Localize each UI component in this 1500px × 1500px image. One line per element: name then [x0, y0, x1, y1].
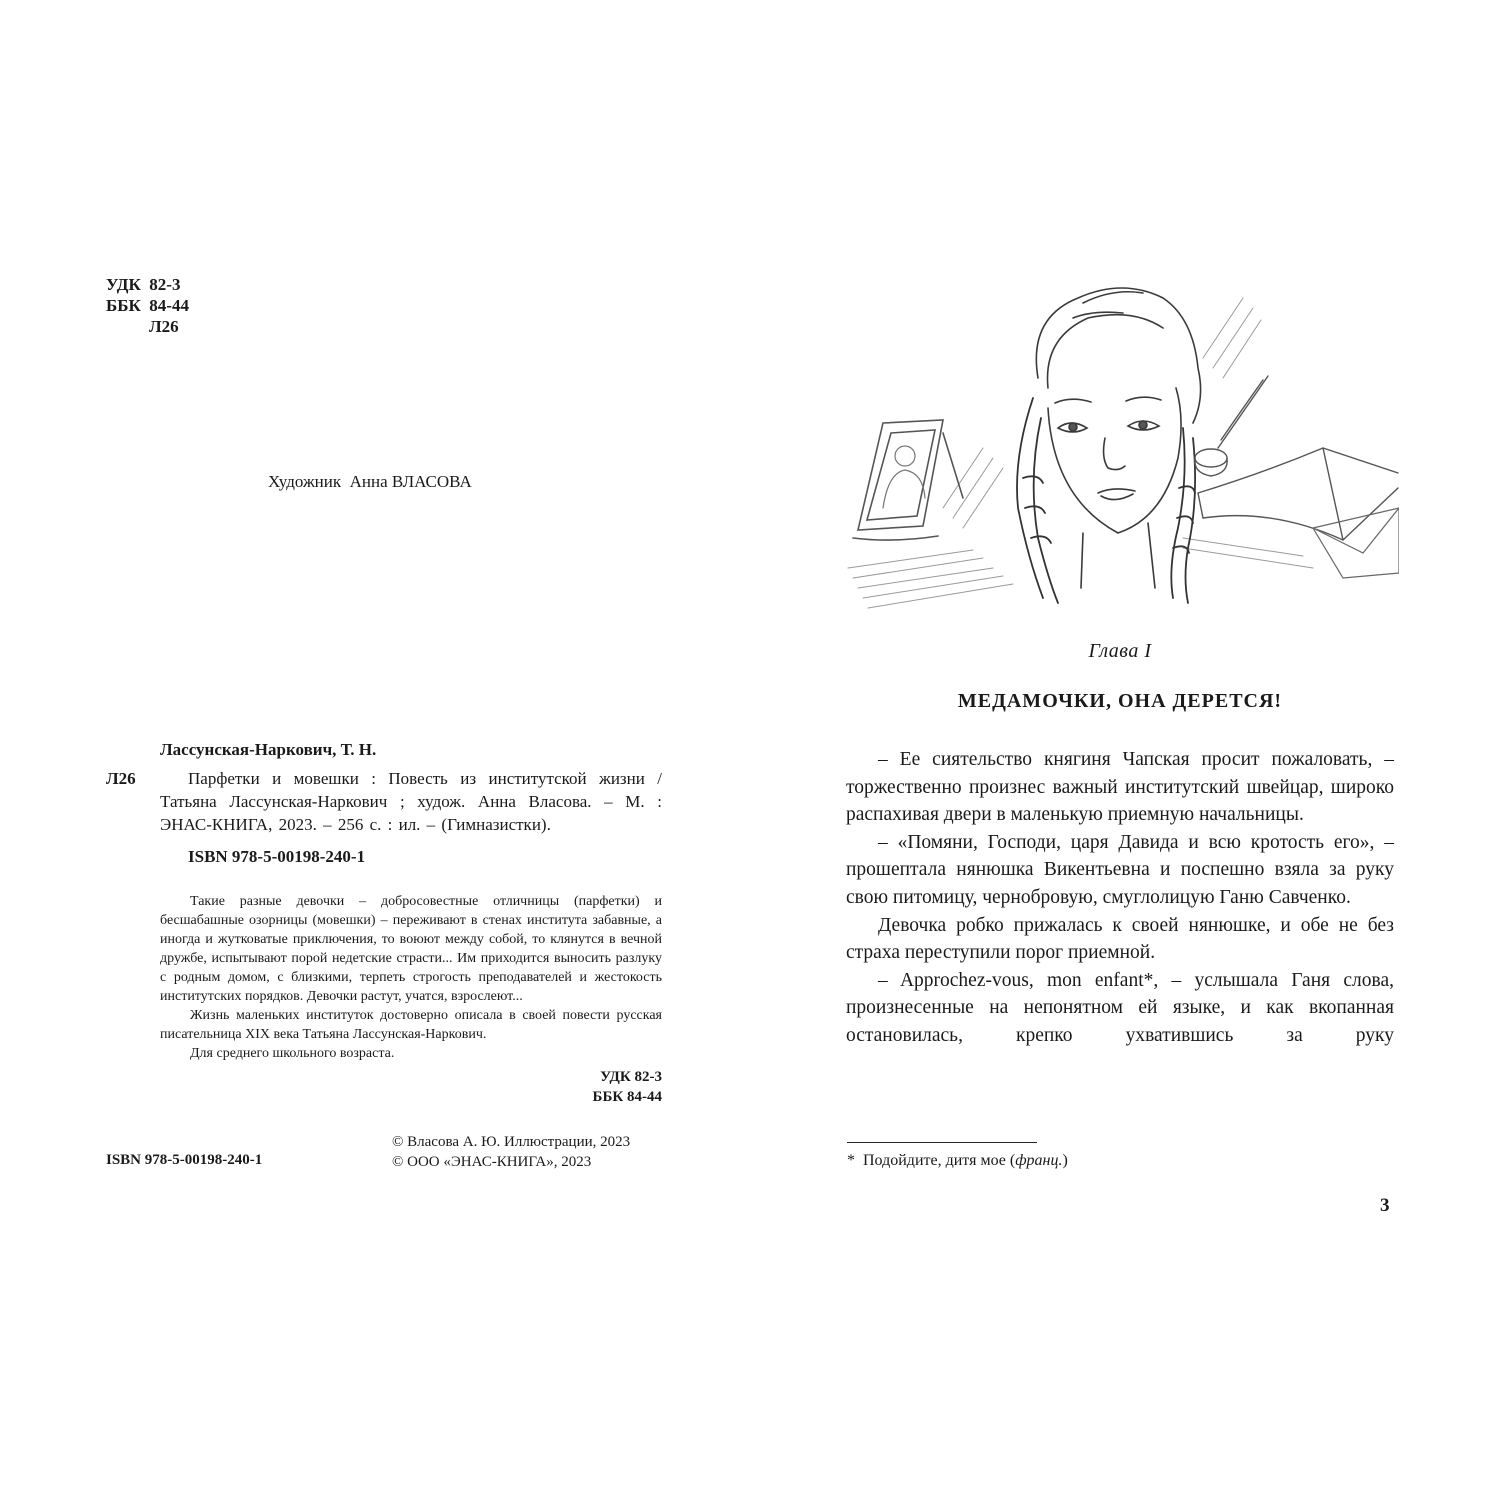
footnote-marker: *: [847, 1152, 855, 1169]
classification-codes: [106, 274, 189, 337]
copyright-illustrations: © Власова А. Ю. Иллюстрации, 2023: [392, 1134, 631, 1150]
catalog-description: Парфетки и мовешки : Повесть из институтской жизни / Татьяна Лассунская-Наркович ; худож. Анна Власова. – М. : ЭНАС-КНИГА, 2023. – 256 с. : ил. – (Гимназистки).: [160, 769, 662, 834]
annotation-paragraph: Жизнь маленьких институток достоверно описала в своей повести русская писательница XIX века Татьяна Лассунская-Наркович.: [160, 1008, 662, 1042]
chapter-label: Глава I: [1088, 640, 1152, 662]
bbk-code: ББК 84-44: [106, 296, 189, 315]
text-paragraph: – «Помяни, Господи, царя Давида и всю кротость его», – прошептала нянюшка Викентьевна и поспешно взяла за руку свою питомицу, чернобровую, смуглолицую Ганю Савченко.: [846, 831, 1394, 908]
annotation-bbk: ББК 84-44: [592, 1089, 662, 1105]
catalog-card: [106, 738, 662, 868]
udk-code: УДК 82-3: [106, 275, 181, 294]
catalog-code: Л26: [106, 769, 136, 788]
copyright-block: [392, 1132, 630, 1172]
footnote-text: Подойдите, дитя мое (: [863, 1152, 1016, 1169]
text-paragraph: – Approchez-vous, mon enfant*, – услышала Ганя слова, произнесенные на непонятном ей языке, и как вкопанная остановилась, крепко ухватившись за руку: [846, 969, 1394, 1046]
isbn-bottom: ISBN 978-5-00198-240-1: [106, 1152, 263, 1168]
text-paragraph: Девочка робко прижалась к своей нянюшке, и обе не без страха переступили порог приемной.: [846, 914, 1394, 964]
footnote-divider: [847, 1142, 1037, 1143]
chapter-title: МЕДАМОЧКИ, ОНА ДЕРЕТСЯ!: [957, 690, 1283, 712]
footnote-close: ): [1062, 1152, 1068, 1169]
footnote-italic: франц.: [1015, 1152, 1063, 1169]
page-number: 3: [1380, 1195, 1390, 1216]
annotation-paragraph: Такие разные девочки – добросовестные отличницы (парфетки) и бесшабашные озорницы (мовешки) – переживают в стенах института забавные, а иногда и жутковатые приключения, то воюют между собой, то клянутся в вечной дружбе, испытывают порой недетские страсти... Им приходится выносить разлуку с родным домом, с близкими, терпеть строгость преподавателей и жестокость институтских порядков. Девочки растут, учатся, взрослеют...: [160, 894, 662, 1004]
annotation-udk: УДК 82-3: [600, 1069, 662, 1085]
copyright-publisher: © ООО «ЭНАС-КНИГА», 2023: [392, 1154, 592, 1170]
author-sign: Л26: [149, 317, 179, 336]
chapter-text: [846, 746, 1394, 1050]
annotation-paragraph: Для среднего школьного возраста.: [190, 1046, 395, 1061]
footnote: [847, 1152, 1068, 1170]
catalog-isbn: ISBN 978-5-00198-240-1: [188, 847, 366, 866]
text-paragraph: – Ее сиятельство княгиня Чапская просит пожаловать, – торжественно произнес важный институтский швейцар, широко распахивая двери в маленькую приемную начальницы.: [846, 749, 1394, 826]
chapter-illustration: [843, 258, 1399, 620]
artist-credit: Художник Анна ВЛАСОВА: [268, 472, 472, 491]
catalog-author: Лассунская-Наркович, Т. Н.: [160, 740, 377, 759]
annotation: [160, 892, 662, 1107]
